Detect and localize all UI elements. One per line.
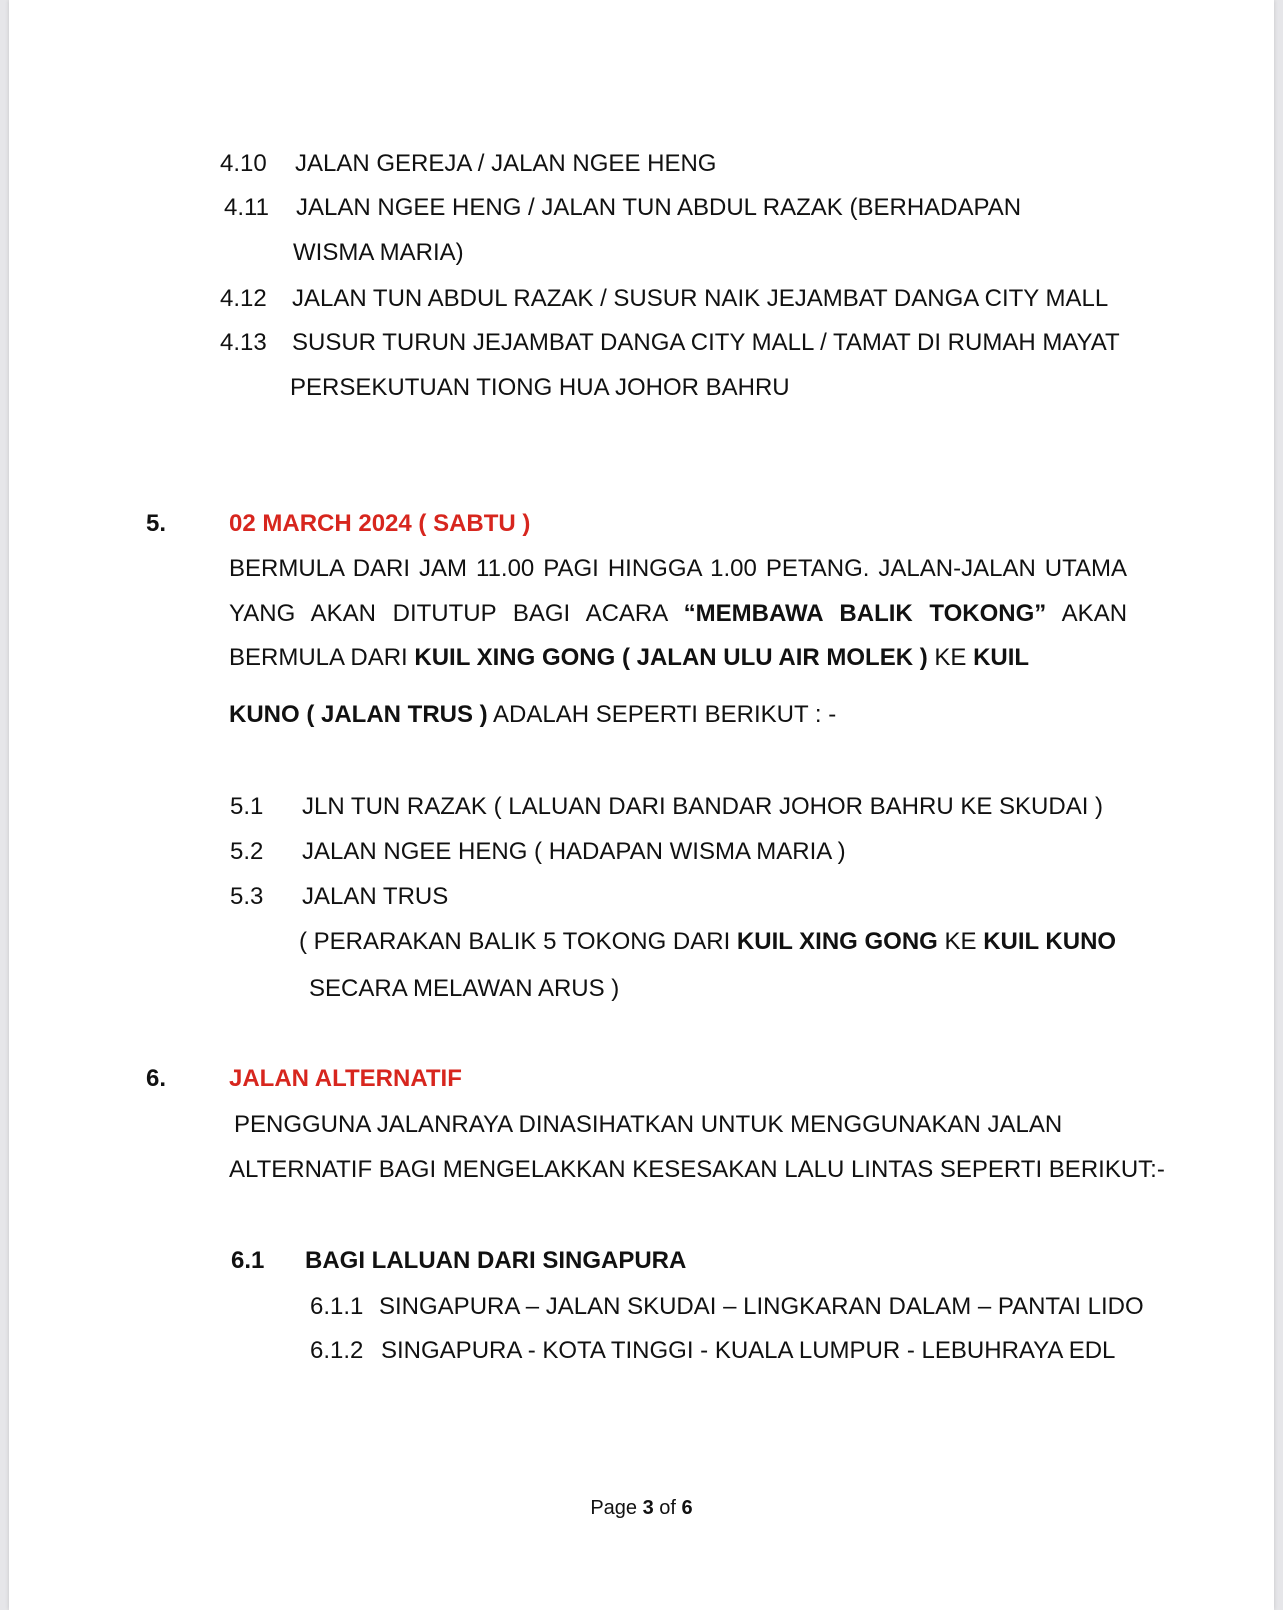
item-5-1-text: JLN TUN RAZAK ( LALUAN DARI BANDAR JOHOR BAHRU KE SKUDAI ) <box>302 793 1104 820</box>
destination-temple-start: KUIL <box>973 644 1030 671</box>
current-page-number: 3 <box>642 1497 654 1519</box>
item-5-2-number: 5.2 <box>230 838 264 865</box>
section-5-number: 5. <box>146 510 167 537</box>
item-4-11-number: 4.11 <box>224 194 269 221</box>
item-5-3-number: 5.3 <box>230 883 264 910</box>
procession-note-ke: KE <box>944 928 977 955</box>
section-6-number: 6. <box>146 1065 167 1092</box>
para-5-line-2-start: YANG AKAN DITUTUP BAGI ACARA <box>229 600 667 627</box>
item-4-13-text-cont: PERSEKUTUAN TIONG HUA JOHOR BAHRU <box>290 374 790 401</box>
section-6-paragraph-line-1: PENGGUNA JALANRAYA DINASIHATKAN UNTUK MENGGUNAKAN JALAN <box>234 1111 1063 1138</box>
of-word: of <box>659 1497 676 1519</box>
section-5-heading: 02 MARCH 2024 ( SABTU ) <box>229 510 531 537</box>
item-4-10-text: JALAN GEREJA / JALAN NGEE HENG <box>295 150 717 177</box>
route-6-1-2-text: SINGAPURA - KOTA TINGGI - KUALA LUMPUR - LEBUHRAYA EDL <box>381 1337 1116 1364</box>
procession-note-cont: SECARA MELAWAN ARUS ) <box>309 975 620 1002</box>
section-5-paragraph-line-3 <box>229 643 1029 673</box>
route-6-1-2-number: 6.1.2 <box>310 1337 364 1364</box>
item-5-2-text: JALAN NGEE HENG ( HADAPAN WISMA MARIA ) <box>302 838 846 865</box>
para-5-line-3-start: BERMULA DARI <box>229 644 408 671</box>
destination-temple-end: KUNO ( JALAN TRUS ) <box>229 701 488 728</box>
section-5-paragraph-line-4 <box>229 700 836 730</box>
subsection-6-1-heading: BAGI LALUAN DARI SINGAPURA <box>305 1247 687 1274</box>
subsection-6-1-number: 6.1 <box>231 1247 265 1274</box>
total-page-count: 6 <box>681 1497 693 1519</box>
procession-note <box>299 927 1116 957</box>
procession-origin: KUIL XING GONG <box>736 928 938 955</box>
section-6-heading: JALAN ALTERNATIF <box>229 1065 462 1092</box>
para-5-line-4-end: ADALAH SEPERTI BERIKUT : - <box>493 701 837 728</box>
item-4-11-text-cont: WISMA MARIA) <box>293 239 464 266</box>
page-footer <box>0 1495 1283 1521</box>
item-4-13-text: SUSUR TURUN JEJAMBAT DANGA CITY MALL / TAMAT DI RUMAH MAYAT <box>292 329 1120 356</box>
section-6-paragraph-line-2: ALTERNATIF BAGI MENGELAKKAN KESESAKAN LALU LINTAS SEPERTI BERIKUT:- <box>229 1156 1165 1183</box>
item-4-13-number: 4.13 <box>220 329 267 356</box>
origin-temple: KUIL XING GONG ( JALAN ULU AIR MOLEK ) <box>414 644 928 671</box>
procession-destination: KUIL KUNO <box>983 928 1117 955</box>
event-name: “MEMBAWA BALIK TOKONG” <box>683 600 1047 627</box>
section-5-paragraph-line-1 <box>229 554 1127 584</box>
item-4-12-number: 4.12 <box>220 285 267 312</box>
item-4-12-text: JALAN TUN ABDUL RAZAK / SUSUR NAIK JEJAMBAT DANGA CITY MALL <box>292 285 1109 312</box>
section-5-paragraph-line-2 <box>229 599 1127 629</box>
para-5-line-2-end: AKAN <box>1061 600 1128 627</box>
procession-note-start: ( PERARAKAN BALIK 5 TOKONG DARI <box>299 928 731 955</box>
item-4-11-text: JALAN NGEE HENG / JALAN TUN ABDUL RAZAK (BERHADAPAN <box>296 194 1022 221</box>
page-word: Page <box>590 1497 638 1519</box>
para-5-line-1-text: BERMULA DARI JAM 11.00 PAGI HINGGA 1.00 PETANG. JALAN-JALAN UTAMA <box>229 555 1127 582</box>
item-5-1-number: 5.1 <box>230 793 264 820</box>
route-6-1-1-number: 6.1.1 <box>310 1293 364 1320</box>
route-6-1-1-text: SINGAPURA – JALAN SKUDAI – LINGKARAN DALAM – PANTAI LIDO <box>379 1293 1144 1320</box>
item-4-10-number: 4.10 <box>220 150 267 177</box>
para-5-line-3-ke: KE <box>934 644 967 671</box>
item-5-3-text: JALAN TRUS <box>302 883 449 910</box>
